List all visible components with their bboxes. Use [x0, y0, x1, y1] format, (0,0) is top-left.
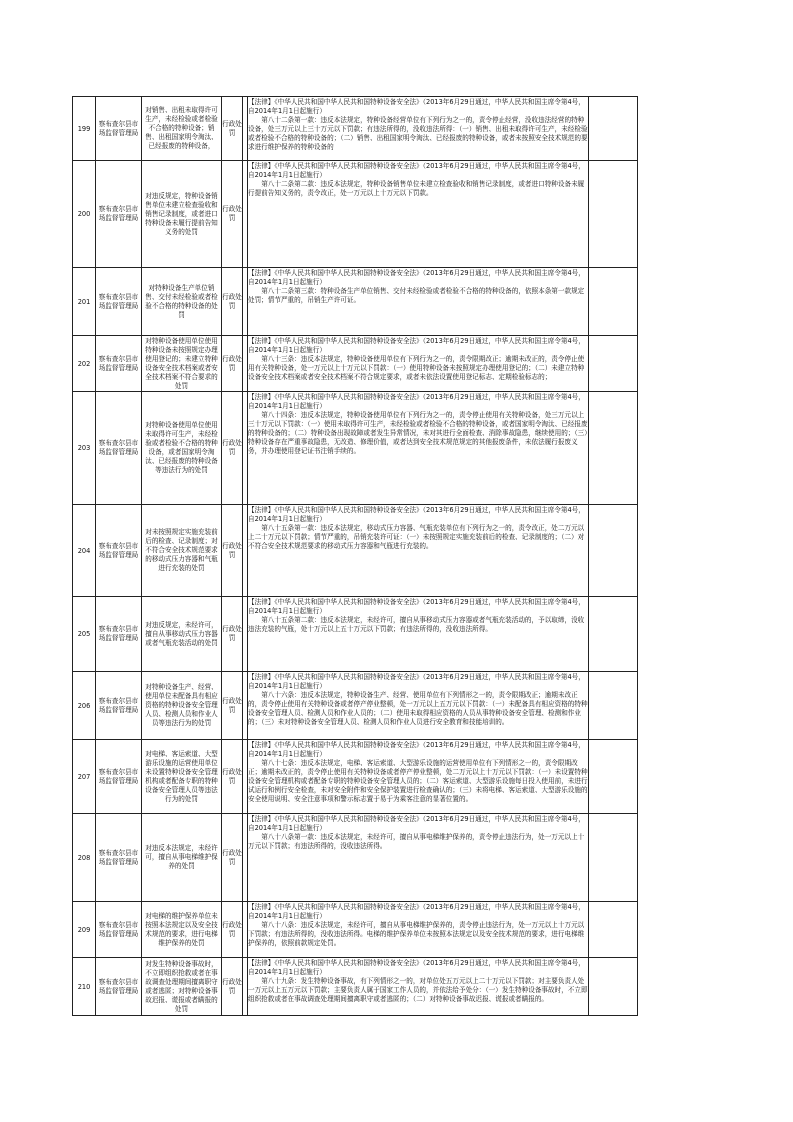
law-title: 【法律】《中华人民共和国中华人民共和国特种设备安全法》（2013年6月29日通过，中华人民共和国主席令第4号，自2014年1月1日起施行）: [248, 268, 585, 286]
row-number: 201: [73, 268, 96, 336]
penalty-item: 对违反规定，特种设备销售单位未建立检查验收和销售记录制度，或者进口特种设备未履行提前告知义务的处罚: [142, 161, 222, 268]
law-title: 【法律】《中华人民共和国中华人民共和国特种设备安全法》（2013年6月29日通过，中华人民共和国主席令第4号，自2014年1月1日起施行）: [248, 336, 585, 354]
table-row: [73, 597, 638, 672]
law-clause: 第八十四条：违反本法规定，特种设备使用单位有下列行为之一的，责令停止使用有关特种设备，处三万元以上三十万元以下罚款：（一）使用未取得许可生产，未经检验或者检验不合格的特种设备，或者国家明令淘汰、已经报废的特种设备的；（二）特种设备出现故障或者发生异常情况，未对其进行全面检查、消除事故隐患，继续使用的；（三）特种设备存在严重事故隐患，无改造、修理价值，或者达到安全技术规范规定的其他报废条件，未依法履行报废义务，并办理使用登记证书注销手续的。: [248, 410, 588, 455]
penalty-type: 行政处罚: [222, 958, 243, 1016]
legal-basis: [248, 97, 589, 161]
table-row: [73, 902, 638, 958]
penalty-type: 行政处罚: [222, 740, 243, 814]
penalty-type: 行政处罚: [222, 672, 243, 740]
table-row: [73, 392, 638, 505]
penalty-item: 对特种设备生产单位销售、交付未经检验或者检验不合格的特种设备的处罚: [142, 268, 222, 336]
law-clause: 第八十二条第一款：违反本法规定，特种设备经营单位有下列行为之一的，责令停止经营，没收违法经营的特种设备，处三万元以上三十万元以下罚款；有违法所得的，没收违法所得：（一）销售、出租未取得许可生产，未经检验或者检验不合格的特种设备的；（二）销售、出租国家明令淘汰、已经报废的特种设备，或者未按照安全技术规范的要求进行维护保养的特种设备的: [248, 115, 588, 151]
penalty-type: 行政处罚: [222, 161, 243, 268]
row-number: 206: [73, 672, 96, 740]
legal-basis: [248, 505, 589, 597]
penalty-item: 对销售、出租未取得许可生产，未经检验或者检验不合格的特种设备；销售、出租国家明令淘汰、已经报废的特种设备，: [142, 97, 222, 161]
penalty-item: 对未按照规定实施充装前后的检查、记录制度；对不符合安全技术规范要求的移动式压力容器和气瓶进行充装的处罚: [142, 505, 222, 597]
table-row: [73, 97, 638, 161]
law-clause: 第八十七条：违反本法规定，电梯、客运索道、大型游乐设施的运营使用单位有下列情形之一的，责令限期改正；逾期未改正的，责令停止使用有关特种设备或者停产停业整顿，处二万元以上十万元以下罚款：（一）未设置特种设备安全管理机构或者配备专职的特种设备安全管理人员的；（二）客运索道、大型游乐设施每日投入使用前，未进行试运行和例行安全检查，未对安全附件和安全保护装置进行检查确认的；（三）未将电梯、客运索道、大型游乐设施的安全使用说明、安全注意事项和警示标志置于易于为乘客注意的显著位置的。: [248, 758, 588, 803]
agency-name: 察布查尔县市场监督管理局: [96, 814, 142, 902]
agency-name: 察布查尔县市场监督管理局: [96, 97, 142, 161]
table-row: [73, 814, 638, 902]
law-title: 【法律】《中华人民共和国中华人民共和国特种设备安全法》（2013年6月29日通过，中华人民共和国主席令第4号，自2014年1月1日起施行）: [248, 958, 585, 976]
law-title: 【法律】《中华人民共和国中华人民共和国特种设备安全法》（2013年6月29日通过，中华人民共和国主席令第4号，自2014年1月1日起施行）: [248, 392, 585, 410]
table-row: [73, 958, 638, 1016]
law-title: 【法律】《中华人民共和国中华人民共和国特种设备安全法》（2013年6月29日通过，中华人民共和国主席令第4号，自2014年1月1日起施行）: [248, 597, 585, 615]
legal-basis: [248, 958, 589, 1016]
penalty-type: 行政处罚: [222, 814, 243, 902]
law-title: 【法律】《中华人民共和国中华人民共和国特种设备安全法》（2013年6月29日通过，中华人民共和国主席令第4号，自2014年1月1日起施行）: [248, 902, 585, 920]
law-clause: 第八十五条第二款：违反本法规定，未经许可，擅自从事移动式压力容器或者气瓶充装活动的，予以取缔，没收违法充装的气瓶，处十万元以上五十万元以下罚款；有违法所得的，没收违法所得。: [248, 615, 585, 633]
row-number: 209: [73, 902, 96, 958]
penalty-items-table: [72, 96, 638, 1016]
penalty-item: 对违反规定，未经许可，擅自从事移动式压力容器或者气瓶充装活动的处罚: [142, 597, 222, 672]
penalty-item: 对特种设备生产、经营、使用单位未配备具有相应资格的特种设备安全管理人员、检测人员和作业人员等违法行为的处罚: [142, 672, 222, 740]
agency-name: 察布查尔县市场监督管理局: [96, 392, 142, 505]
law-clause: 第八十六条：违反本法规定，特种设备生产、经营、使用单位有下列情形之一的，责令限期改正；逾期未改正的，责令停止使用有关特种设备或者停产停业整顿，处一万元以上五万元以下罚款：（一）未配备具有相应资格的特种设备安全管理人员、检测人员和作业人员的；（二）使用未取得相应资格的人员从事特种设备安全管理、检测和作业的；（三）未对特种设备安全管理人员、检测人员和作业人员进行安全教育和技能培训的。: [248, 690, 588, 726]
penalty-item: 对发生特种设备事故时，不立即组织抢救或者在事故调查处理期间擅离职守或者逃匿；对特种设备事故迟报、谎报或者瞒报的处罚: [142, 958, 222, 1016]
law-clause: 第八十五条第一款：违反本法规定，移动式压力容器、气瓶充装单位有下列行为之一的，责令改正，处二万元以上二十万元以下罚款；情节严重的，吊销充装许可证：（一）未按照规定实施充装前后的检查、记录制度的；（二）对不符合安全技术规范要求的移动式压力容器和气瓶进行充装的。: [248, 523, 585, 550]
agency-name: 察布查尔县市场监督管理局: [96, 336, 142, 392]
law-clause: 第八十八条：违反本法规定，未经许可，擅自从事电梯维护保养的，责令停止违法行为，处一万元以上十万元以下罚款；有违法所得的，没收违法所得。电梯的维护保养单位未按照本法规定以及安全技术规范的要求，进行电梯维护保养的，依照前款规定处罚。: [248, 920, 585, 947]
agency-name: 察布查尔县市场监督管理局: [96, 902, 142, 958]
penalty-item: 对电梯、客运索道、大型游乐设施的运营使用单位未设置特种设备安全管理机构或者配备专职的特种设备安全管理人员等违法行为的处罚: [142, 740, 222, 814]
agency-name: 察布查尔县市场监督管理局: [96, 672, 142, 740]
row-number: 199: [73, 97, 96, 161]
row-number: 200: [73, 161, 96, 268]
law-title: 【法律】《中华人民共和国中华人民共和国特种设备安全法》（2013年6月29日通过，中华人民共和国主席令第4号，自2014年1月1日起施行）: [248, 505, 585, 523]
legal-basis: [248, 392, 589, 505]
penalty-type: 行政处罚: [222, 902, 243, 958]
law-title: 【法律】《中华人民共和国中华人民共和国特种设备安全法》（2013年6月29日通过，中华人民共和国主席令第4号，自2014年1月1日起施行）: [248, 161, 585, 179]
law-clause: 第八十二条第二款：违反本法规定，特种设备销售单位未建立检查验收和销售记录制度，或者进口特种设备未履行提前告知义务的，责令改正，处一万元以上十万元以下罚款。: [248, 179, 585, 197]
legal-basis: [248, 336, 589, 392]
row-number: 205: [73, 597, 96, 672]
legal-basis: [248, 814, 589, 902]
agency-name: 察布查尔县市场监督管理局: [96, 740, 142, 814]
law-title: 【法律】《中华人民共和国中华人民共和国特种设备安全法》（2013年6月29日通过，中华人民共和国主席令第4号，自2014年1月1日起施行）: [248, 814, 585, 832]
penalty-type: 行政处罚: [222, 505, 243, 597]
table-row: [73, 161, 638, 268]
law-title: 【法律】《中华人民共和国中华人民共和国特种设备安全法》（2013年6月29日通过，中华人民共和国主席令第4号，自2014年1月1日起施行）: [248, 97, 585, 115]
legal-basis: [248, 597, 589, 672]
legal-basis: [248, 672, 589, 740]
law-title: 【法律】《中华人民共和国中华人民共和国特种设备安全法》（2013年6月29日通过，中华人民共和国主席令第4号，自2014年1月1日起施行）: [248, 672, 585, 690]
law-clause: 第八十八条第一款：违反本法规定，未经许可，擅自从事电梯维护保养的，责令停止违法行为，处一万元以上十万元以下罚款；有违法所得的，没收违法所得。: [248, 832, 585, 850]
penalty-type: 行政处罚: [222, 97, 243, 161]
penalty-item: 对电梯的维护保养单位未按照本法规定以及安全技术规范的要求，进行电梯维护保养的处罚: [142, 902, 222, 958]
agency-name: 察布查尔县市场监督管理局: [96, 161, 142, 268]
table-row: [73, 740, 638, 814]
row-number: 208: [73, 814, 96, 902]
penalty-type: 行政处罚: [222, 392, 243, 505]
law-title: 【法律】《中华人民共和国中华人民共和国特种设备安全法》（2013年6月29日通过，中华人民共和国主席令第4号，自2014年1月1日起施行）: [248, 740, 585, 758]
row-number: 204: [73, 505, 96, 597]
row-number: 203: [73, 392, 96, 505]
penalty-type: 行政处罚: [222, 597, 243, 672]
agency-name: 察布查尔县市场监督管理局: [96, 958, 142, 1016]
table-row: [73, 268, 638, 336]
table-row: [73, 336, 638, 392]
law-clause: 第八十三条：违反本法规定，特种设备使用单位有下列行为之一的，责令限期改正；逾期未改正的，责令停止使用有关特种设备，处一万元以上十万元以下罚款：（一）使用特种设备未按照规定办理使用登记的；（二）未建立特种设备安全技术档案或者安全技术档案不符合规定要求，或者未依法设置使用登记标志、定期检验标志的；: [248, 354, 585, 381]
agency-name: 察布查尔县市场监督管理局: [96, 505, 142, 597]
row-number: 210: [73, 958, 96, 1016]
legal-basis: [248, 902, 589, 958]
penalty-item: 对特种设备使用单位使用特种设备未按照规定办理使用登记的；未建立特种设备安全技术档案或者安全技术档案不符合要求的处罚: [142, 336, 222, 392]
legal-basis: [248, 161, 589, 268]
penalty-item: 对特种设备使用单位使用未取得许可生产，未经检验或者检验不合格的特种设备，或者国家明令淘汰、已经报废的特种设备等违法行为的处罚: [142, 392, 222, 505]
penalty-type: 行政处罚: [222, 336, 243, 392]
law-clause: 第八十二条第三款：特种设备生产单位销售、交付未经检验或者检验不合格的特种设备的，依照本条第一款规定处罚；情节严重的，吊销生产许可证。: [248, 286, 585, 304]
table-row: [73, 505, 638, 597]
row-number: 202: [73, 336, 96, 392]
penalty-item: 对违反本法规定，未经许可，擅自从事电梯维护保养的处罚: [142, 814, 222, 902]
table-row: [73, 672, 638, 740]
law-clause: 第八十九条：发生特种设备事故，有下列情形之一的，对单位处五万元以上二十万元以下罚款；对主要负责人处一万元以上五万元以下罚款；主要负责人属于国家工作人员的，并依法给予处分：（一）发生特种设备事故时，不立即组织抢救或者在事故调查处理期间擅离职守或者逃匿的；（二）对特种设备事故迟报、谎报或者瞒报的。: [248, 976, 588, 1003]
agency-name: 察布查尔县市场监督管理局: [96, 597, 142, 672]
legal-basis: [248, 268, 589, 336]
penalty-type: 行政处罚: [222, 268, 243, 336]
legal-basis: [248, 740, 589, 814]
agency-name: 察布查尔县市场监督管理局: [96, 268, 142, 336]
row-number: 207: [73, 740, 96, 814]
